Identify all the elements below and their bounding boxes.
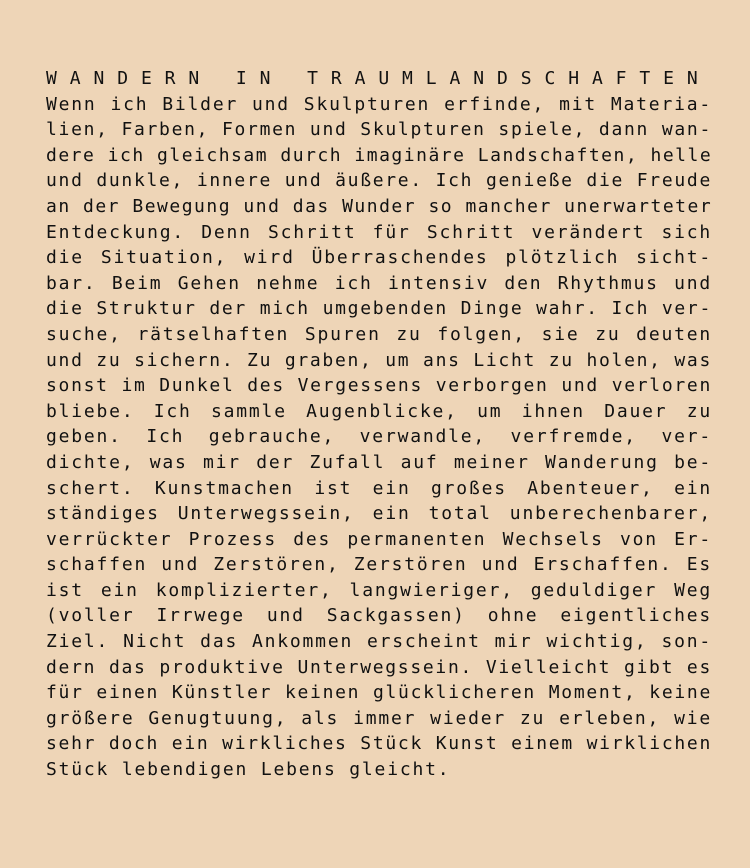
document-title: WANDERN IN TRAUMLANDSCHAFTEN [46,68,711,89]
text-line: suche, rätselhaften Spuren zu folgen, sie zu deuten [46,323,712,345]
text-line: dichte, was mir der Zufall auf meiner Wanderung be- [46,451,712,473]
text-line: größere Genugtuung, als immer wieder zu erleben, wie [46,707,712,729]
text-line: bar. Beim Gehen nehme ich intensiv den Rhythmus und [46,272,712,294]
text-line: Ziel. Nicht das Ankommen erscheint mir wichtig, son- [46,631,712,653]
body-text [46,92,712,783]
text-line: sonst im Dunkel des Vergessens verborgen und verloren [46,375,712,397]
text-line: die Situation, wird Überraschendes plötzlich sicht- [46,247,712,269]
text-line: lien, Farben, Formen und Skulpturen spiele, dann wan- [46,119,712,141]
text-line: ständiges Unterwegssein, ein total unberechenbarer, [46,503,712,525]
text-line: (voller Irrwege und Sackgassen) ohne eigentliches [46,605,712,627]
text-line: dere ich gleichsam durch imaginäre Landschaften, helle [46,144,713,166]
text-line: verrückter Prozess des permanenten Wechsels von Er- [46,528,712,550]
text-line: und dunkle, innere und äußere. Ich genieße die Freude [46,170,712,192]
text-line: bliebe. Ich sammle Augenblicke, um ihnen Dauer zu [46,400,712,422]
text-line: schaffen und Zerstören, Zerstören und Erschaffen. Es [46,554,712,576]
text-line: geben. Ich gebrauche, verwandle, verfremde, ver- [46,426,712,448]
text-line: an der Bewegung und das Wunder so mancher unerwarteter [46,195,713,217]
text-line: sehr doch ein wirkliches Stück Kunst einem wirklichen [46,733,712,755]
text-block [46,66,712,783]
text-line: und zu sichern. Zu graben, um ans Licht zu holen, was [46,349,712,371]
text-line: die Struktur der mich umgebenden Dinge wahr. Ich ver- [46,298,712,320]
text-line: Wenn ich Bilder und Skulpturen erfinde, mit Materia- [46,93,712,115]
text-line: Entdeckung. Denn Schritt für Schritt verändert sich [46,221,712,243]
text-line: ist ein komplizierter, langwieriger, geduldiger Weg [46,579,712,601]
text-line: dern das produktive Unterwegssein. Vielleicht gibt es [46,656,712,678]
text-line-last: Stück lebendigen Lebens gleicht. [46,759,451,781]
text-line: schert. Kunstmachen ist ein großes Abenteuer, ein [46,477,712,499]
text-line: für einen Künstler keinen glücklicheren Moment, keine [46,682,712,704]
